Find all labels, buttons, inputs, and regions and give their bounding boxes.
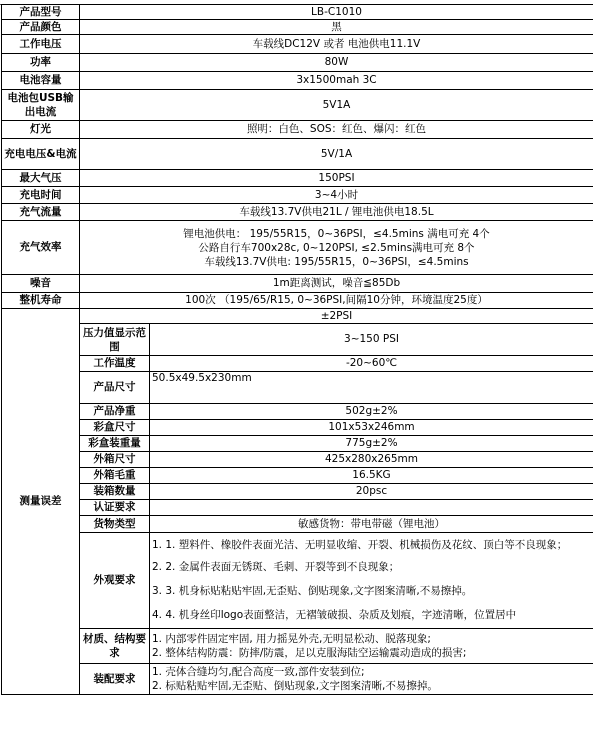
- table-row: [2, 204, 593, 221]
- row-label: 产品颜色: [2, 20, 80, 35]
- table-row: [2, 275, 593, 293]
- sub-label: 彩盒尺寸: [80, 420, 150, 436]
- row-label: 整机寿命: [2, 293, 80, 309]
- table-row: [2, 500, 593, 516]
- sub-label: 产品尺寸: [80, 372, 150, 404]
- table-row: [2, 404, 593, 420]
- table-row: [2, 324, 593, 356]
- row-value: 车载线13.7V供电21L / 锂电池供电18.5L: [80, 204, 593, 221]
- row-label: 产品型号: [2, 5, 80, 20]
- sub-value: -20~60℃: [150, 356, 593, 372]
- row-label: 充气效率: [2, 221, 80, 275]
- efficiency-line: 车载线13.7V供电: 195/55R15，0~36PSI，≤4.5mins: [204, 255, 469, 268]
- row-label: 充气流量: [2, 204, 80, 221]
- table-row: [2, 54, 593, 72]
- sub-value: [150, 500, 593, 516]
- row-label: 灯光: [2, 121, 80, 139]
- requirement-line: 1. 壳体合缝均匀,配合高度一致,部件安装到位;: [152, 666, 365, 678]
- requirement-line: 3. 3. 机身标贴粘贴牢固,无歪贴、倒贴现象,文字图案清晰,不易擦掉。: [152, 584, 473, 597]
- sub-value: 502g±2%: [150, 404, 593, 420]
- row-value: LB-C1010: [80, 5, 593, 20]
- sub-label: 货物类型: [80, 516, 150, 533]
- assembly-label: 装配要求: [80, 664, 150, 695]
- row-value: 100次 （195/65/R15, 0~36PSI,间隔10分钟，环境温度25度）: [80, 293, 593, 309]
- table-row: [2, 533, 593, 629]
- row-label: 电池包USB输出电流: [2, 90, 80, 121]
- row-value: 150PSI: [80, 170, 593, 187]
- row-value: 车载线DC12V 或者 电池供电11.1V: [80, 35, 593, 54]
- row-label: 充电电压&电流: [2, 139, 80, 170]
- sub-label: 压力值显示范围: [80, 324, 150, 356]
- sub-value: 425x280x265mm: [150, 452, 593, 468]
- sub-value: 3~150 PSI: [150, 324, 593, 356]
- sub-value: 101x53x246mm: [150, 420, 593, 436]
- table-row: [2, 170, 593, 187]
- table-row: [2, 20, 593, 35]
- material-label: 材质、结构要求: [80, 629, 150, 664]
- row-label: 充电时间: [2, 187, 80, 204]
- table-row: [2, 664, 593, 695]
- table-row: [2, 436, 593, 452]
- sub-label: 外箱毛重: [80, 468, 150, 484]
- material-requirements: [150, 629, 593, 664]
- row-value: 黑: [80, 20, 593, 35]
- table-row: [2, 72, 593, 90]
- table-row: [2, 139, 593, 170]
- requirement-line: 2. 标贴粘贴牢固,无歪贴、倒贴现象,文字图案清晰,不易擦掉。: [152, 680, 438, 692]
- measure-group-label: 测量误差: [2, 309, 80, 695]
- row-label: 功率: [2, 54, 80, 72]
- sub-label: 装箱数量: [80, 484, 150, 500]
- table-row: [2, 221, 593, 275]
- row-value: [80, 221, 593, 275]
- row-value: 照明：白色、SOS：红色、爆闪：红色: [80, 121, 593, 139]
- requirement-line: 1. 内部零件固定牢固, 用力摇晃外壳,无明显松动、脱落现象;: [152, 633, 431, 645]
- row-label: 噪音: [2, 275, 80, 293]
- sub-value: 16.5KG: [150, 468, 593, 484]
- sub-label: 外箱尺寸: [80, 452, 150, 468]
- efficiency-line: 公路自行车700x28c, 0~120PSI, ≤2.5mins满电可充 8个: [198, 241, 475, 254]
- requirement-line: 2. 整体结构防震：防摔/防震，足以克服海陆空运输震动造成的损害;: [152, 647, 467, 659]
- table-row: [2, 452, 593, 468]
- row-value: 1m距离测试，噪音≦85Db: [80, 275, 593, 293]
- assembly-requirements: [150, 664, 593, 695]
- table-row: [2, 5, 593, 20]
- row-value: 80W: [80, 54, 593, 72]
- requirement-line: 1. 1. 塑料件、橡胶件表面光洁、无明显收缩、开裂、机械损伤及花纹、顶白等不良现象；: [152, 538, 568, 551]
- sub-value: 775g±2%: [150, 436, 593, 452]
- sub-label: 认证要求: [80, 500, 150, 516]
- table-row: [2, 356, 593, 372]
- table-row: [2, 309, 593, 324]
- sub-label: 产品净重: [80, 404, 150, 420]
- table-row: [2, 516, 593, 533]
- sub-value: 50.5x49.5x230mm: [150, 372, 593, 404]
- table-row: [2, 90, 593, 121]
- sub-label: 彩盒装重量: [80, 436, 150, 452]
- sub-value: 20psc: [150, 484, 593, 500]
- requirement-line: 2. 2. 金属件表面无锈斑、毛刺、开裂等到不良现象；: [152, 560, 400, 573]
- requirement-line: 4. 4. 机身丝印logo表面整洁，无褶皱破损、杂质及划痕，字迹清晰，位置居中: [152, 608, 517, 621]
- row-label: 电池容量: [2, 72, 80, 90]
- row-value: 3~4小时: [80, 187, 593, 204]
- row-value: 5V1A: [80, 90, 593, 121]
- appearance-label: 外观要求: [80, 533, 150, 629]
- spec-table: [1, 4, 593, 695]
- table-row: [2, 372, 593, 404]
- table-row: [2, 35, 593, 54]
- tolerance-value: ±2PSI: [80, 309, 593, 324]
- row-value: 5V/1A: [80, 139, 593, 170]
- table-row: [2, 420, 593, 436]
- table-row: [2, 121, 593, 139]
- sub-label: 工作温度: [80, 356, 150, 372]
- row-label: 工作电压: [2, 35, 80, 54]
- table-row: [2, 187, 593, 204]
- appearance-requirements: [150, 533, 593, 629]
- table-row: [2, 293, 593, 309]
- sub-value: 敏感货物：带电带磁（锂电池）: [150, 516, 593, 533]
- table-row: [2, 468, 593, 484]
- row-value: 3x1500mah 3C: [80, 72, 593, 90]
- table-row: [2, 629, 593, 664]
- row-label: 最大气压: [2, 170, 80, 187]
- efficiency-line: 锂电池供电： 195/55R15，0~36PSI，≤4.5mins 满电可充 4个: [183, 227, 490, 240]
- table-row: [2, 484, 593, 500]
